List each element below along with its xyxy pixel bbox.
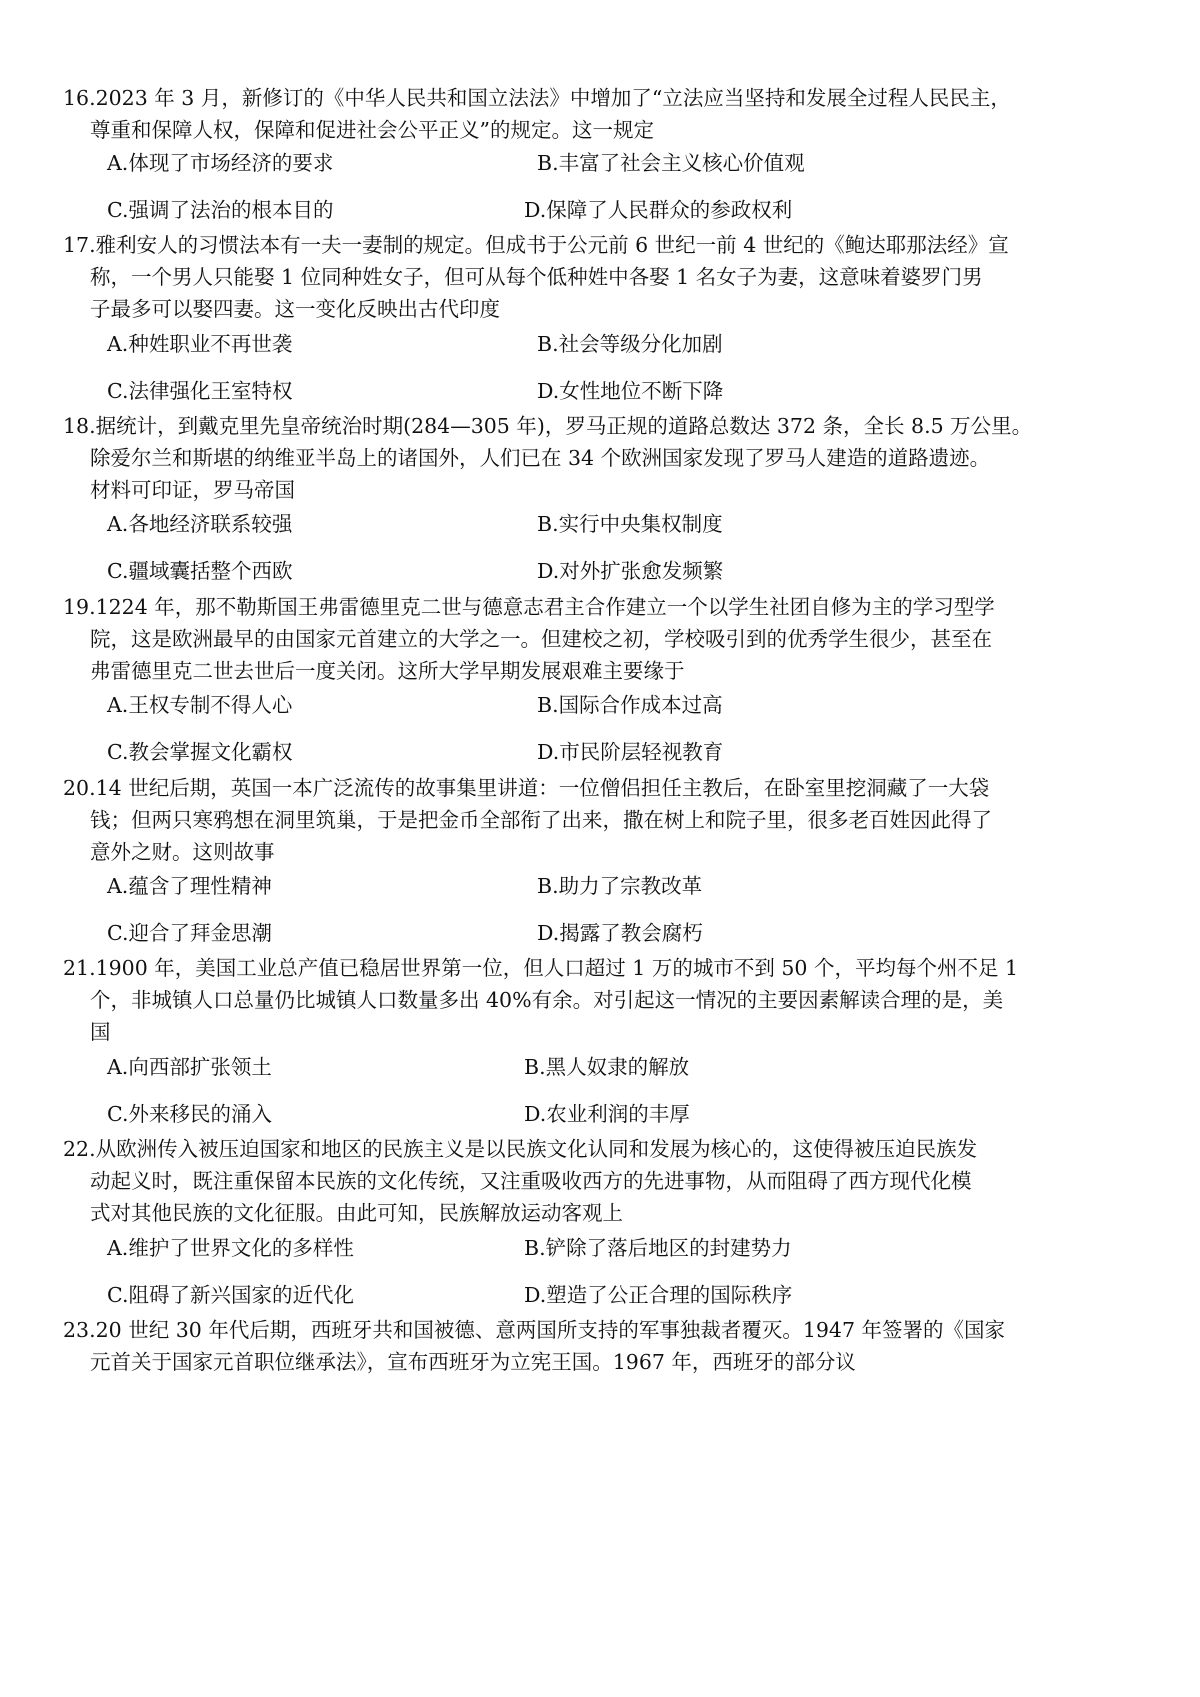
option-d[interactable]: D.市民阶层轻视教育 — [537, 740, 724, 764]
question-stem-line: 20.14 世纪后期，英国一本广泛流传的故事集里讲道：一位僧侣担任主教后，在卧室里挖洞藏了一大袋 — [63, 776, 990, 800]
question-stem-line: 除爱尔兰和斯堪的纳维亚半岛上的诸国外，人们已在 34 个欧洲国家发现了罗马人建造的道路遗迹。 — [90, 446, 991, 470]
option-c[interactable]: C.外来移民的涌入 — [107, 1102, 272, 1126]
question-stem-line: 国 — [90, 1020, 111, 1044]
option-b[interactable]: B.社会等级分化加剧 — [537, 332, 723, 356]
option-c[interactable]: C.法律强化王室特权 — [107, 379, 293, 403]
question-stem-line: 材料可印证，罗马帝国 — [90, 478, 295, 502]
option-b[interactable]: B.铲除了落后地区的封建势力 — [524, 1236, 792, 1260]
question-stem-line: 17.雅利安人的习惯法本有一夫一妻制的规定。但成书于公元前 6 世纪一前 4 世纪的《鲍达耶那法经》宣 — [63, 233, 1009, 257]
option-c[interactable]: C.阻碍了新兴国家的近代化 — [107, 1283, 354, 1307]
question-stem-line: 动起义时，既注重保留本民族的文化传统，又注重吸收西方的先进事物，从而阻碍了西方现代化模 — [90, 1169, 972, 1193]
option-c[interactable]: C.强调了法治的根本目的 — [107, 198, 334, 222]
option-c[interactable]: C.疆域囊括整个西欧 — [107, 559, 293, 583]
question-stem-line: 子最多可以娶四妻。这一变化反映出古代印度 — [90, 297, 500, 321]
option-b[interactable]: B.黑人奴隶的解放 — [524, 1055, 690, 1079]
option-d[interactable]: D.揭露了教会腐朽 — [537, 921, 703, 945]
question-stem-line: 意外之财。这则故事 — [90, 840, 275, 864]
option-a[interactable]: A.体现了市场经济的要求 — [107, 151, 334, 175]
option-d[interactable]: D.对外扩张愈发频繁 — [537, 559, 724, 583]
question-stem-line: 23.20 世纪 30 年代后期，西班牙共和国被德、意两国所支持的军事独裁者覆灭。1947 年签署的《国家 — [63, 1318, 1006, 1342]
question-stem-line: 22.从欧洲传入被压迫国家和地区的民族主义是以民族文化认同和发展为核心的，这使得被压迫民族发 — [63, 1137, 978, 1161]
option-b[interactable]: B.实行中央集权制度 — [537, 512, 723, 536]
option-c[interactable]: C.迎合了拜金思潮 — [107, 921, 272, 945]
option-d[interactable]: D.农业利润的丰厚 — [524, 1102, 690, 1126]
option-a[interactable]: A.各地经济联系较强 — [107, 512, 293, 536]
option-a[interactable]: A.蕴含了理性精神 — [107, 874, 272, 898]
question-stem-line: 个，非城镇人口总量仍比城镇人口数量多出 40%有余。对引起这一情况的主要因素解读合理的是，美 — [90, 988, 1004, 1012]
option-c[interactable]: C.教会掌握文化霸权 — [107, 740, 293, 764]
question-stem-line: 钱；但两只寒鸦想在洞里筑巢，于是把金币全部衔了出来，撒在树上和院子里，很多老百姓因此得了 — [90, 808, 992, 832]
question-stem-line: 21.1900 年，美国工业总产值已稳居世界第一位，但人口超过 1 万的城市不到 50 个，平均每个州不足 1 — [63, 956, 1019, 980]
option-b[interactable]: B.丰富了社会主义核心价值观 — [537, 151, 805, 175]
question-stem-line: 尊重和保障人权，保障和促进社会公平正义”的规定。这一规定 — [90, 118, 654, 142]
question-stem-line: 19.1224 年，那不勒斯国王弗雷德里克二世与德意志君主合作建立一个以学生社团自修为主的学习型学 — [63, 595, 995, 619]
option-a[interactable]: A.王权专制不得人心 — [107, 693, 293, 717]
question-stem-line: 弗雷德里克二世去世后一度关闭。这所大学早期发展艰难主要缘于 — [90, 659, 685, 683]
question-stem-line: 式对其他民族的文化征服。由此可知，民族解放运动客观上 — [90, 1201, 623, 1225]
option-a[interactable]: A.向西部扩张领土 — [107, 1055, 272, 1079]
question-stem-line: 18.据统计，到戴克里先皇帝统治时期(284—305 年)，罗马正规的道路总数达 372 条，全长 8.5 万公里。 — [63, 414, 1033, 438]
question-stem-line: 称，一个男人只能娶 1 位同种姓女子，但可从每个低种姓中各娶 1 名女子为妻，这意味着婆罗门男 — [90, 265, 983, 289]
option-a[interactable]: A.维护了世界文化的多样性 — [107, 1236, 354, 1260]
option-b[interactable]: B.国际合作成本过高 — [537, 693, 723, 717]
option-d[interactable]: D.塑造了公正合理的国际秩序 — [524, 1283, 793, 1307]
option-a[interactable]: A.种姓职业不再世袭 — [107, 332, 293, 356]
question-stem-line: 16.2023 年 3 月，新修订的《中华人民共和国立法法》中增加了“立法应当坚持和发展全过程人民民主， — [63, 86, 1011, 110]
question-stem-line: 院，这是欧洲最早的由国家元首建立的大学之一。但建校之初，学校吸引到的优秀学生很少，甚至在 — [90, 627, 992, 651]
option-d[interactable]: D.女性地位不断下降 — [537, 379, 724, 403]
option-d[interactable]: D.保障了人民群众的参政权利 — [524, 198, 793, 222]
question-stem-line: 元首关于国家元首职位继承法》，宣布西班牙为立宪王国。1967 年，西班牙的部分议 — [90, 1350, 856, 1374]
option-b[interactable]: B.助力了宗教改革 — [537, 874, 703, 898]
